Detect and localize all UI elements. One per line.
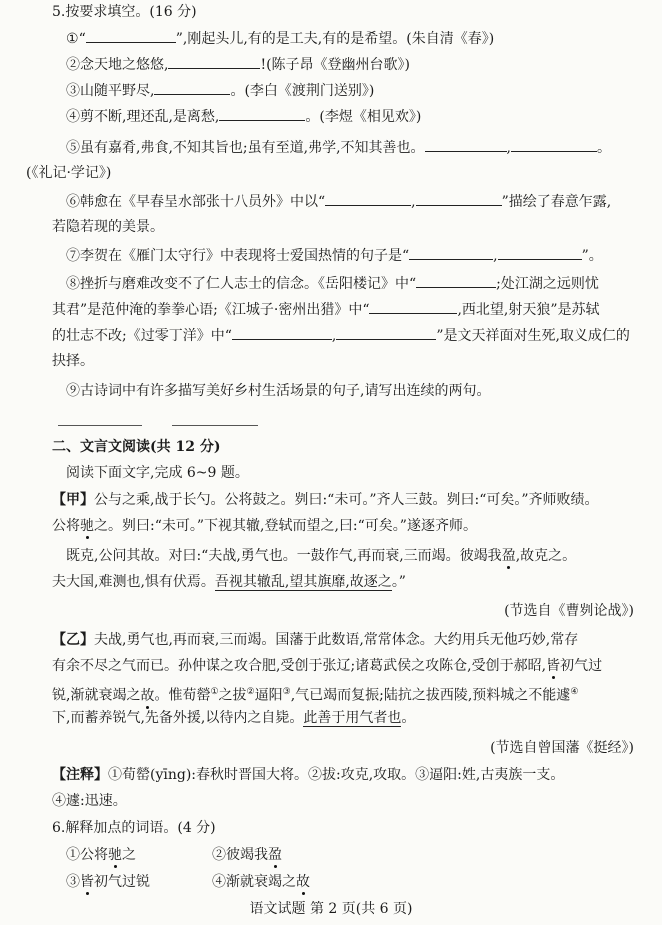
q6-option-1: ①公将驰之 xyxy=(66,847,136,863)
answer-blank[interactable] xyxy=(219,106,305,121)
section-2-title: 二、文言文阅读(共 12 分) xyxy=(52,439,221,455)
answer-blank[interactable] xyxy=(154,80,230,95)
notes-line1: 【注释】①荀罃(yīng):春秋时晋国大将。②拔:攻克,攻取。③逼阳:姓,古夷族一支。 xyxy=(52,767,565,783)
passage-yi-line1: 【乙】夫战,勇气也,再而衰,三而竭。国藩于此数语,常常体念。大约用兵无他巧妙,常存 xyxy=(52,632,579,648)
q6-option-2: ②彼竭我盈 xyxy=(212,847,282,863)
passage-yi-line3: 锐,渐就衰竭之故。惟荀罃①之拔②逼阳③,气已竭而复振;陆抗之拔西陵,预料城之不能遽④ xyxy=(52,687,579,704)
q5-heading: 5.按要求填空。(16 分) xyxy=(52,4,197,20)
answer-line[interactable] xyxy=(172,425,258,426)
answer-blank[interactable] xyxy=(416,191,502,206)
q5-item-5-source: (《礼记·学记》) xyxy=(26,165,112,181)
answer-blank[interactable] xyxy=(425,137,507,152)
q5-item-5: ⑤虽有嘉肴,弗食,不知其旨也;虽有至道,弗学,不知其善也。 , 。 xyxy=(66,137,611,158)
passage-jia-line3: 既克,公问其故。对曰:“夫战,勇气也。一鼓作气,再而衰,三而竭。彼竭我盈,故克之。 xyxy=(66,548,577,564)
q5-item-6-cont: 若隐若现的美景。 xyxy=(52,219,164,235)
notes-line2: ④遽:迅速。 xyxy=(52,793,127,809)
q6-option-3: ③皆初气过锐 xyxy=(66,874,150,890)
q5-item-3: ③山随平野尽, 。(李白《渡荆门送别》) xyxy=(66,80,374,101)
answer-blank[interactable] xyxy=(232,325,332,340)
answer-blank[interactable] xyxy=(325,191,411,206)
passage-yi-source: (节选自曾国藩《挺经》) xyxy=(490,740,634,756)
q5-item-4: ④剪不断,理还乱,是离愁, 。(李煜《相见欢》) xyxy=(66,106,421,127)
q5-item-7: ⑦李贺在《雁门太守行》中表现将士爱国热情的句子是“ , ”。 xyxy=(66,245,603,266)
answer-blank[interactable] xyxy=(336,325,436,340)
answer-line[interactable] xyxy=(58,425,142,426)
answer-blank[interactable] xyxy=(168,54,260,69)
passage-yi-line4: 下,而蓄养锐气,先备外援,以待内之自毙。此善于用气者也。 xyxy=(52,710,416,726)
passage-jia-source: (节选自《曹刿论战》) xyxy=(504,603,634,619)
q5-item-8-line4: 抉择。 xyxy=(52,353,94,369)
q5-item-1: ①“ ”,刚起头儿,有的是工夫,有的是希望。(朱自清《春》) xyxy=(66,28,494,49)
passage-jia-line1: 【甲】公与之乘,战于长勺。公将鼓之。刿曰:“未可。”齐人三鼓。刿曰:“可矣。”齐师败绩。 xyxy=(52,492,599,508)
answer-blank[interactable] xyxy=(511,137,597,152)
q5-item-6: ⑥韩愈在《早春呈水部张十八员外》中以“ , ”描绘了春意乍露, xyxy=(66,191,611,212)
passage-jia-line2: 公将驰之。刿曰:“未可。”下视其辙,登轼而望之,曰:“可矣。”遂逐齐师。 xyxy=(52,518,477,534)
q5-item-8-line2: 其君”是范仲淹的拳拳心语;《江城子·密州出猎》中“ ,西北望,射天狼”是苏轼 xyxy=(52,299,600,320)
answer-blank[interactable] xyxy=(409,245,493,260)
q5-item-8-line1: ⑧挫折与磨难改变不了仁人志士的信念。《岳阳楼记》中“ ;处江湖之远则忧 xyxy=(66,273,599,294)
answer-blank[interactable] xyxy=(86,28,176,43)
q5-item-9: ⑨古诗词中有许多描写美好乡村生活场景的句子,请写出连续的两句。 xyxy=(66,383,491,399)
answer-blank[interactable] xyxy=(369,299,457,314)
q6-heading: 6.解释加点的词语。(4 分) xyxy=(52,820,216,836)
q5-item-2: ②念天地之悠悠, !(陈子昂《登幽州台歌》) xyxy=(66,54,410,75)
section-2-intro: 阅读下面文字,完成 6~9 题。 xyxy=(66,465,249,481)
answer-blank[interactable] xyxy=(416,273,496,288)
page-footer: 语文试题 第 2 页(共 6 页) xyxy=(249,901,413,917)
answer-blank[interactable] xyxy=(498,245,582,260)
passage-jia-line4: 夫大国,难测也,惧有伏焉。吾视其辙乱,望其旗靡,故逐之。” xyxy=(52,574,406,590)
passage-yi-line2: 有余不尽之气而已。孙仲谋之攻合肥,受创于张辽;诸葛武侯之攻陈仓,受创于郝昭,皆初气过 xyxy=(52,658,603,674)
q5-item-8-line3: 的壮志不改;《过零丁洋》中“ , ”是文天祥面对生死,取义成仁的 xyxy=(52,325,630,346)
q6-option-4: ④渐就衰竭之故 xyxy=(212,874,310,890)
